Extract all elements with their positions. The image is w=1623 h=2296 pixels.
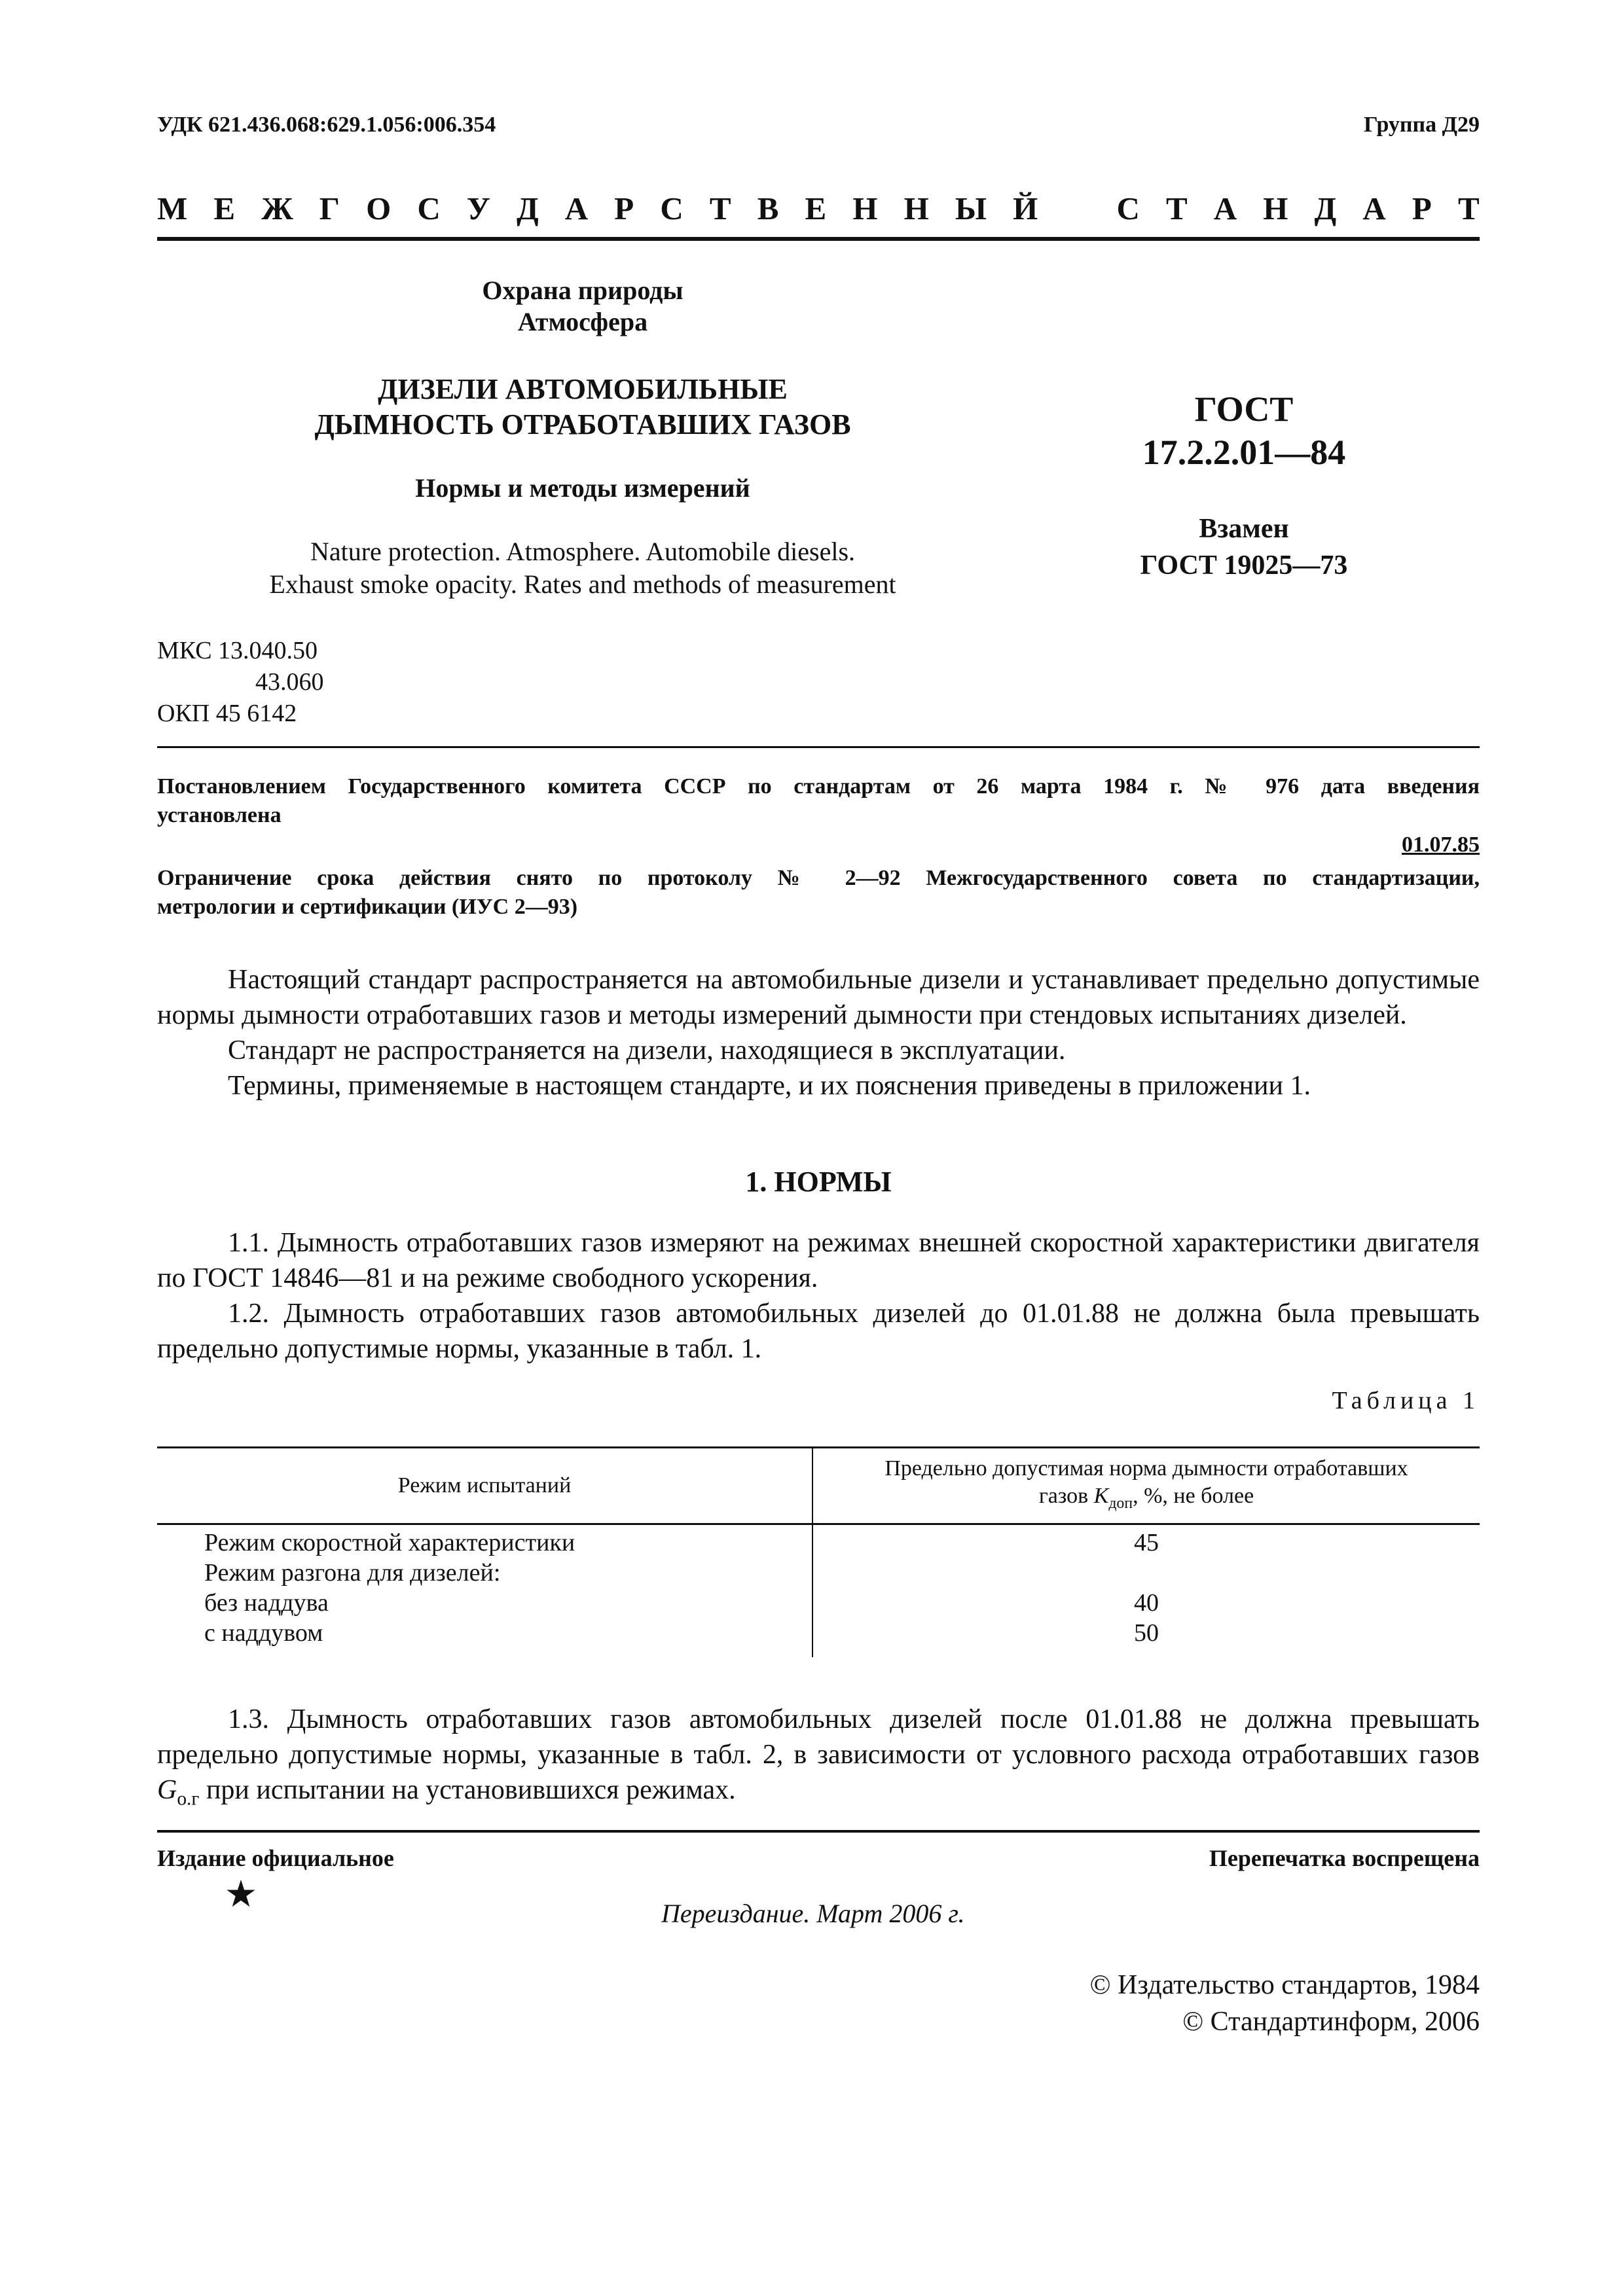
row-label: с наддувом: [157, 1618, 812, 1657]
table-row: [157, 1618, 1480, 1657]
clause-1-3: [157, 1702, 1480, 1816]
decree-text: [157, 772, 1480, 830]
intro-paragraph-2: Стандарт не распространяется на дизели, находящиеся в эксплуатации.: [228, 1035, 1066, 1066]
replaces-designation: [1048, 511, 1440, 584]
decree-line-1: Постановлением Государственного комитета СССР по стандартам от 26 марта 1984 г. № 976 дата введения: [157, 774, 1480, 798]
banner-letter: Ы: [955, 190, 987, 226]
banner-gap: [1064, 190, 1090, 227]
banner-letter: Г: [319, 190, 340, 226]
topic-line-1: Охрана природы: [482, 276, 684, 305]
replaces-number: ГОСТ 19025—73: [1140, 550, 1348, 581]
banner-letter: Р: [1412, 190, 1432, 226]
codes-rule: [157, 746, 1480, 748]
document-subtitle: Нормы и методы измерений: [415, 473, 750, 503]
banner-letter: Т: [1165, 190, 1188, 226]
col-header-post: , %, не более: [1133, 1483, 1254, 1508]
interstate-standard-banner: [157, 190, 1480, 227]
banner-letter: Н: [1263, 190, 1288, 226]
title-line-1: ДИЗЕЛИ АВТОМОБИЛЬНЫЕ: [378, 373, 788, 405]
banner-letter: Д: [516, 190, 539, 226]
footer-rule: [157, 1830, 1480, 1833]
banner-letter: Т: [1457, 190, 1480, 226]
banner-letter: С: [417, 190, 441, 226]
clause-1-3-block: [157, 1702, 1480, 1816]
banner-letter: Е: [213, 190, 236, 226]
okp-code: ОКП 45 6142: [157, 700, 297, 727]
banner-letter: Р: [614, 190, 634, 226]
table-row: [157, 1558, 1480, 1588]
copyright-block: [1090, 1967, 1480, 2040]
banner-letter: Т: [709, 190, 731, 226]
col-header-mode: Режим испытаний: [157, 1448, 812, 1524]
topic-line-2: Атмосфера: [517, 307, 648, 336]
limitation-line-2: метрологии и сертификации (ИУС 2—93): [157, 895, 578, 919]
limitation-line-1: Ограничение срока действия снято по протоколу № 2—92 Межгосударственного совета по стандартизации,: [157, 866, 1480, 890]
clause-1-2: 1.2. Дымность отработавших газов автомобильных дизелей до 01.01.88 не должна была превышать предельно допустимые нормы, указанные в табл. 1.: [157, 1299, 1480, 1364]
row-label: без наддува: [157, 1588, 812, 1618]
reprint-prohibited: Перепечатка воспрещена: [1209, 1845, 1480, 1871]
row-label: Режим разгона для дизелей:: [157, 1558, 812, 1588]
k-subscript: доп: [1108, 1494, 1133, 1512]
section-heading: 1. НОРМЫ: [745, 1166, 892, 1198]
copyright-line-2: © Стандартинформ, 2006: [1182, 2007, 1480, 2037]
reissue-note: Переиздание. Март 2006 г.: [661, 1899, 965, 1928]
g-subscript: о.г: [177, 1788, 200, 1810]
banner-letter: Н: [903, 190, 929, 226]
gost-number: 17.2.2.01—84: [1142, 433, 1346, 472]
limitation-text: [157, 864, 1480, 922]
norms-table: [157, 1446, 1480, 1657]
table-row: [157, 1588, 1480, 1618]
banner-letter: С: [1116, 190, 1140, 226]
banner-letter: Й: [1013, 190, 1038, 226]
official-edition: Издание официальное: [157, 1845, 394, 1871]
intro-text: [157, 962, 1480, 1103]
udk-code: УДК 621.436.068:629.1.056:006.354: [157, 113, 496, 137]
replaces-label: Взамен: [1199, 514, 1289, 544]
banner-letter: А: [1213, 190, 1237, 226]
effective-date: 01.07.85: [1402, 833, 1480, 857]
document-title: [223, 372, 943, 442]
clause-1-1: 1.1. Дымность отработавших газов измеряют на режимах внешней скоростной характеристики двигателя по ГОСТ 14846—81 и на режиме свободного ускорения.: [157, 1228, 1480, 1293]
banner-letter: М: [157, 190, 188, 226]
banner-letter: О: [366, 190, 392, 226]
intro-paragraph-1: Настоящий стандарт распространяется на автомобильные дизели и устанавливает предельно допустимые нормы дымности отработавших газов и методы измерений дымности при стендовых испытаниях дизелей.: [157, 965, 1480, 1030]
col-header-limit-line-1: Предельно допустимая норма дымности отработавших: [884, 1456, 1408, 1480]
banner-letter: Е: [805, 190, 827, 226]
classification-codes: [157, 635, 324, 729]
copyright-line-1: © Издательство стандартов, 1984: [1089, 1970, 1480, 2000]
row-label: Режим скоростной характеристики: [157, 1524, 812, 1558]
table-row: [157, 1524, 1480, 1558]
banner-letter: В: [757, 190, 779, 226]
english-line-2: Exhaust smoke opacity. Rates and methods of measurement: [269, 569, 896, 599]
banner-letter: У: [466, 190, 490, 226]
mks-code-2: 43.060: [255, 668, 324, 696]
clause-1-3-text-a: 1.3. Дымность отработавших газов автомобильных дизелей после 01.01.88 не должна превышать предельно допустимые нормы, указанные в табл. 2, в зависимости от условного расхода отработавших газов: [157, 1704, 1480, 1770]
row-value: 40: [1134, 1589, 1159, 1617]
table-header-row: [157, 1448, 1480, 1524]
gost-label: ГОСТ: [1194, 389, 1294, 429]
k-variable: K: [1093, 1483, 1109, 1508]
col-header-limit-line-2: [813, 1482, 1480, 1517]
decree-line-2: установлена: [157, 803, 282, 827]
mks-code-1: МКС 13.040.50: [157, 637, 318, 664]
clause-1-3-text-b: при испытании на установившихся режимах.: [199, 1775, 736, 1805]
row-value: 50: [1134, 1619, 1159, 1647]
banner-letter: С: [660, 190, 684, 226]
table-label: Таблица 1: [1332, 1387, 1480, 1414]
col-header-limit: [812, 1448, 1480, 1524]
group-code: Группа Д29: [1363, 113, 1480, 137]
gost-designation: [1048, 387, 1440, 474]
row-value: 45: [1134, 1529, 1159, 1556]
english-line-1: Nature protection. Atmosphere. Automobile diesels.: [310, 537, 856, 566]
topic: [223, 275, 943, 338]
banner-letter: Н: [852, 190, 878, 226]
english-title: [223, 535, 943, 601]
banner-letter: Д: [1314, 190, 1337, 226]
title-line-2: ДЫМНОСТЬ ОТРАБОТАВШИХ ГАЗОВ: [314, 408, 851, 440]
intro-paragraph-3: Термины, применяемые в настоящем стандарте, и их пояснения приведены в приложении 1.: [228, 1071, 1311, 1101]
col-header-pre: газов: [1038, 1483, 1094, 1508]
banner-letter: Ж: [261, 190, 293, 226]
g-variable: G: [157, 1775, 177, 1805]
row-value: [812, 1558, 1480, 1588]
banner-letter: А: [1362, 190, 1386, 226]
star-icon: [226, 1878, 256, 1909]
banner-letter: А: [564, 190, 589, 226]
header-rule: [157, 237, 1480, 241]
section-1-text: [157, 1225, 1480, 1367]
